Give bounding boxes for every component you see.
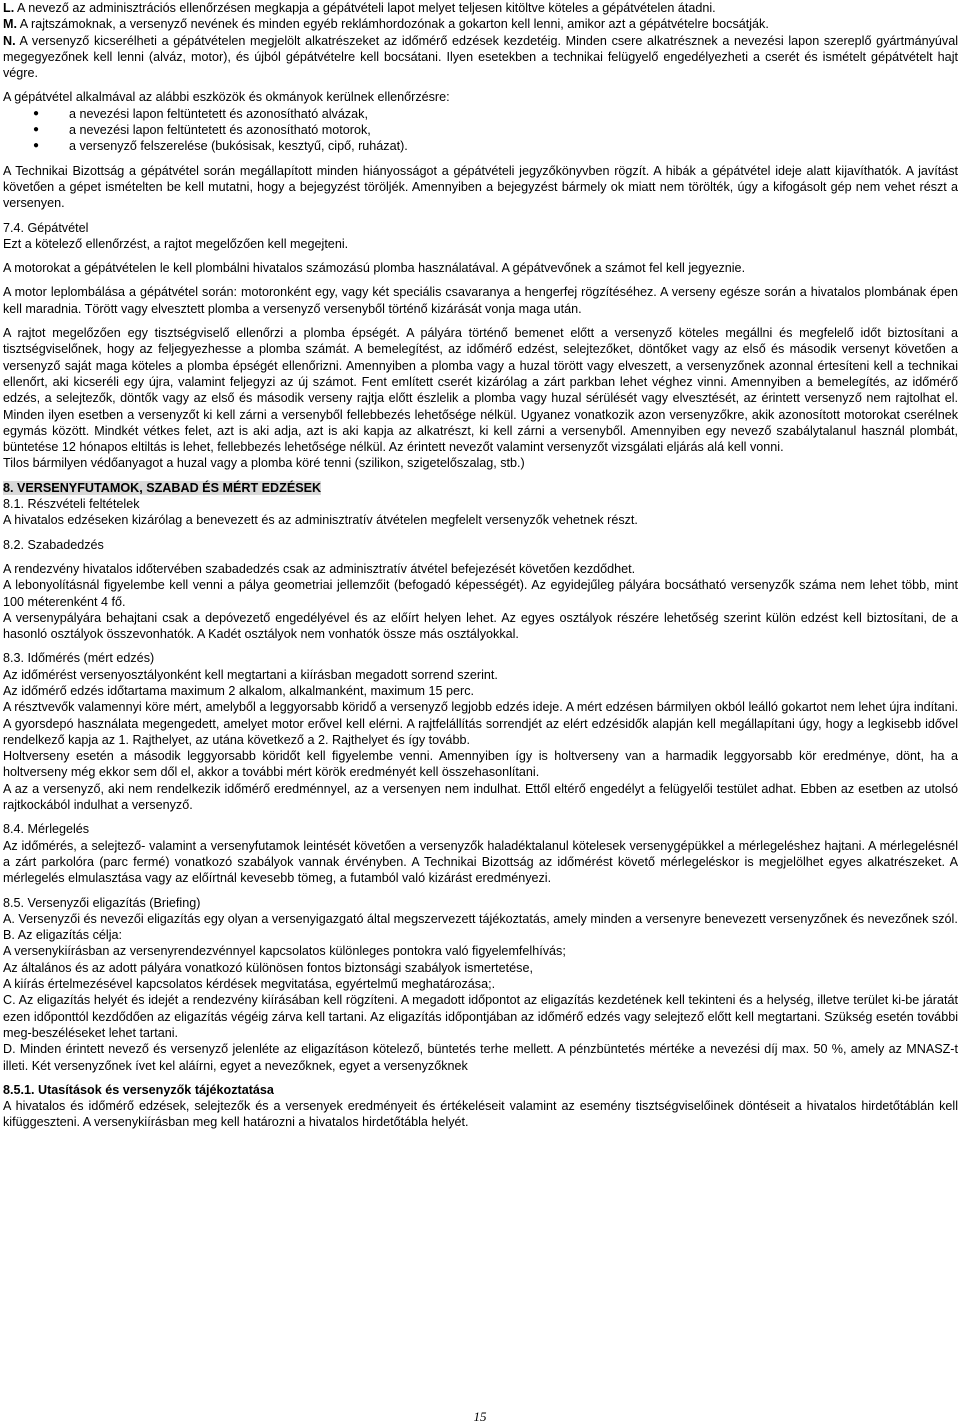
paragraph (3, 911, 958, 927)
text-run: A versenypályára behajtani csak a depóvezető engedélyével és az előírt helyen lehet. Az egyes osztályok részére lehetőség szerint külön edzést kell biztosítani, de a hasonló osztályok összevonhatók. A Kadét osztályok nem vonhatók össze más osztályokkal. (3, 610, 958, 642)
text-run: 8.4. Mérlegelés (3, 822, 90, 837)
bullet-icon: ● (33, 140, 40, 152)
text-run: A hivatalos és időmérő edzések, selejtezők és a versenyek eredményeit és értékeléseit valamint az esemény tisztségviselőinek döntéseit a hivatalos hirdetőtáblán kell kifüggeszteni. A versenykiírásban meg kell határozni a hivatalos hirdetőtábla helyét. (3, 1099, 958, 1130)
text-run: C. Az eligazítás helyét és idejét a rendezvény kiírásában kell rögzíteni. A megadott időpontot az eligazítás kezdetének kell tekinteni és a helység, illetve terület ki-be járatát ezen időponttól kezdődően az eligazítás végéig zárva kell tartani. Az eligazítás időpontjában az időmérő edzés vagy selejtező előtt kell megtartani. Szükség esetén további meg-beszéléseket lehet tartani. (3, 993, 958, 1040)
paragraph (3, 1041, 958, 1074)
paragraph (3, 284, 958, 317)
paragraph (3, 236, 958, 252)
text-run: D. Minden érintett nevező és versenyző jelenléte az eligazításon kötelező, büntetés terhe mellett. A pénzbüntetés mértéke a nevezési díj max. 50 %, amely az MNASZ-t illeti. Két versenyzőnek ívet kel aláírni, egyet a nevezőknek, egyet a versenyzőknek (3, 1042, 958, 1073)
paragraph (3, 960, 958, 976)
text-run: Az időmérést versenyosztályonként kell megtartani a kiírásban megadott sorrend szerint. (3, 667, 498, 682)
text-run: Az időmérő edzés időtartama maximum 2 alkalom, alkalmanként, maximum 15 perc. (3, 683, 475, 698)
paragraph (3, 33, 958, 82)
paragraph (3, 16, 958, 32)
list-item-text: a versenyző felszerelése (bukósisak, kesztyű, cipő, ruházat). (69, 139, 408, 154)
list-item (3, 106, 958, 122)
text-run: 8.2. Szabadedzés (3, 537, 104, 552)
paragraph (3, 89, 958, 105)
paragraph (3, 699, 958, 748)
paragraph (3, 325, 958, 455)
text-run: A nevező az adminisztrációs ellenőrzésen megkapja a gépátvételi lapot melyet teljesen kitöltve köteles a gépátvételen átadni. (14, 1, 716, 15)
text-run: A versenyző kicserélheti a gépátvételen megjelölt alkatrészeket az időmérő edzések kezdetéig. Minden csere alkatrésznek a nevezési lapon szereplő gyártmányúval megegyezőnek kell lenni (alváz, motor), és újból gépátvételre kell bocsátani. Ilyen esetekben a technikai felügyelő engedélyezheti a cserét és ismételt gépátvételt hajt végre. (3, 33, 958, 81)
bold-label: 8.5.1. Utasítások és versenyzők tájékoztatása (3, 1082, 274, 1097)
text-run: A résztvevők valamennyi köre mért, amelyből a leggyorsabb köridő a versenyző legjobb edzés ideje. A mért edzésen bármilyen okból leálló gokartot nem lehet újra indítani. A gyorsdepó használata megengedett, amelyet motor erővel kell elérni. A rajtfelállítás sorrendjét az elért edzésidők alapján kell megállapítani úgy, hogy a legkisebb idővel rendelkező kapja az 1. Rajthelyet, az utána következő a 2. Rajthelyet és így tovább. (3, 700, 958, 747)
bullet-icon: ● (33, 107, 40, 119)
text-run: A motor leplombálása a gépátvétel során: motoronként egy, vagy két speciális csavaranya a hengerfej rögzítéséhez. A verseny egésze során a hivatalos plombának épen kell maradnia. Törött vagy elvesztett plomba a versenyző versenyből történő kizárását vonja maga után. (3, 285, 958, 316)
text-run: A Technikai Bizottság a gépátvétel során megállapított minden hiányosságot a gépátvételi jegyzőkönyvben rögzít. A hibák a gépátvétel ideje alatt kijavíthatók. A javítást követően a gépet ismételten be kell mutatni, hogy a bejegyzést töröljék. Amennyiben a bejegyzést bármely ok miatt nem törölték, úgy a kifogásolt gép nem vehet részt a versenyen. (3, 163, 958, 211)
text-run: A kiírás értelmezésével kapcsolatos kérdések megvitatása, egyértelmű meghatározása;. (3, 977, 496, 992)
paragraph (3, 838, 958, 887)
paragraph (3, 821, 958, 837)
paragraph (3, 650, 958, 666)
text-run: A gépátvétel alkalmával az alábbi eszközök és okmányok kerülnek ellenőrzésre: (3, 90, 450, 105)
bold-label: M. (3, 17, 17, 32)
paragraph (3, 748, 958, 781)
text-run: Tilos bármilyen védőanyagot a huzal vagy a plomba köré tenni (szilikon, szigetelőszalag, stb.) (3, 456, 525, 471)
paragraph (3, 512, 958, 528)
text-run: A lebonyolításnál figyelembe kell venni a pálya geometriai jellemzőit (befogadó képességét). Az egyidejűleg pályára bocsátható versenyzők száma nem lehet több, mint 100 méterenként 4 fő. (3, 578, 958, 609)
paragraph (3, 1098, 958, 1131)
text-run: B. Az eligazítás célja: (3, 928, 123, 943)
text-run: 8.1. Részvételi feltételek (3, 497, 140, 512)
paragraph (3, 992, 958, 1041)
bold-label: N. (3, 33, 16, 48)
list-item-text: a nevezési lapon feltüntetett és azonosítható alvázak, (69, 106, 368, 121)
list-item (3, 122, 958, 138)
paragraph (3, 1082, 958, 1098)
text-run: A rajtszámoknak, a versenyző nevének és minden egyéb reklámhordozónak a gokarton kell lenni, amikor azt a gépátvételre bocsátják. (17, 17, 769, 32)
text-run: A motorokat a gépátvételen le kell plombálni hivatalos számozású plomba használatával. A gépátvevőnek a számot fel kell jegyeznie. (3, 261, 746, 276)
text-run: A az a versenyző, aki nem rendelkezik időmérő eredménnyel, az a versenyen nem indulhat. Ettől eltérő engedélyt a felügyelői testület adhat. Ebben az esetben az utolsó rajtkockából indulhat a versenyző. (3, 781, 958, 813)
paragraph (3, 781, 958, 814)
paragraph (3, 561, 958, 577)
text-run: 8.5. Versenyzői eligazítás (Briefing) (3, 895, 201, 910)
paragraph (3, 220, 958, 236)
list-item-text: a nevezési lapon feltüntetett és azonosítható motorok, (69, 123, 371, 138)
text-run: A hivatalos edzéseken kizárólag a benevezett és az adminisztratív átvételen megfelelt versenyzők vehetnek részt. (3, 513, 638, 528)
paragraph (3, 0, 958, 16)
paragraph (3, 927, 958, 943)
document-page (3, 0, 958, 1131)
bullet-icon: ● (33, 124, 40, 136)
paragraph (3, 667, 958, 683)
paragraph (3, 260, 958, 276)
text-run: A rendezvény hivatalos időtervében szabadedzés csak az adminisztratív átvétel befejezését követően kezdődhet. (3, 561, 636, 576)
paragraph (3, 163, 958, 212)
text-run: Holtverseny esetén a második leggyorsabb köridőt kell figyelembe venni. Amennyiben így is holtverseny van a harmadik leggyorsabb kör eredménye, dönt, ha a holtverseny még ekkor sem dől el, akkor a további mért körök eredményét kell összehasonlítani. (3, 749, 958, 780)
checked-items-list (3, 106, 958, 155)
paragraph (3, 455, 958, 471)
text-run: 7.4. Gépátvétel (3, 220, 89, 235)
list-item (3, 138, 958, 154)
paragraph (3, 895, 958, 911)
section-heading: 8. VERSENYFUTAMOK, SZABAD ÉS MÉRT EDZÉSEK (3, 480, 322, 495)
paragraph (3, 976, 958, 992)
page-number: 15 (473, 1409, 487, 1424)
paragraph (3, 496, 958, 512)
bold-label: L. (3, 1, 15, 15)
text-run: Ezt a kötelező ellenőrzést, a rajtot megelőzően kell megejteni. (3, 236, 349, 251)
paragraph (3, 683, 958, 699)
paragraph (3, 943, 958, 959)
paragraph (3, 480, 958, 496)
paragraph (3, 610, 958, 643)
text-run: A. Versenyzői és nevezői eligazítás egy olyan a versenyigazgató által megszervezett tájékoztatás, amely minden a versenyre benevezett versenyzőnek és nevezőnek szól. (3, 911, 958, 926)
text-run: 8.3. Időmérés (mért edzés) (3, 651, 155, 666)
text-run: A rajtot megelőzően egy tisztségviselő ellenőrzi a plomba épségét. A pályára történő bemenet előtt a versenyző köteles megállni és megfelelő időt biztosítani a tisztségviselőnek, hogy az feljegyezhesse a plomba számát. A bemelegítést, az időmérő edzést, selejtezőket, döntőket vagy az első és második versenyt követően a versenyző saját maga köteles a plomba épségét ellenőrizni. Amennyiben a plomba vagy a huzal törött vagy elveszett, a versenyzőnek azonnal értesíteni kell a technikai ellenőrt, aki kicseréli egy újra, valamint feljegyzi az új számot. Fent említett cserét kizárólag a zárt parkban lehet véghez vinni. Amennyiben a bemelegítés, az időmérő edzés, a selejtezők, döntők vagy az első és második verseny rajtja előtt észlelik a plomba vagy huzal sérülését vagy elvesztését, az érintett versenyző nem rajtolhat el. Minden ilyen esetben a versenyzőt ki kell zárni a versenyből fellebbezés lehetősége nélkül. Ugyanez vonatkozik azon versenyzőkre, akik azonosított motorokat cserélnek egymás között. Mindkét vétkes felet, azt is aki adja, azt is aki kapja az alkatrészt, ki kell zárni a versenyből. Amennyiben egy nevező szabálytalanul használ plombát, büntetése 12 hónapos eltiltás is lehet, fellebbezés lehetősége nélkül. Az érintett nevezőt valamint versenyzőt vizsgálati eljárás alá kell vonni. (3, 326, 958, 455)
paragraph (3, 577, 958, 610)
text-run: Az időmérés, a selejtező- valamint a versenyfutamok leintését követően a versenyzők haladéktalanul kötelesek versenygépükkel a mérlegeléshez hajtani. A mérlegelésnél a zárt parkolóra (parc fermé) vonatkozó szabályok vannak érvényben. A Technikai Bizottság az időmérést követő mérlegeléskor is megjelölhet egyes alkatrészeket. A mérlegelés elmulasztása vagy az előírtnál kevesebb tömeg, a futamból való kizárást eredményezi. (3, 838, 958, 886)
text-run: A versenykiírásban az versenyrendezvénnyel kapcsolatos különleges pontokra való figyelemfelhívás; (3, 944, 566, 959)
text-run: Az általános és az adott pályára vonatkozó különösen fontos biztonsági szabályok ismertetése, (3, 960, 533, 975)
paragraph (3, 537, 958, 553)
